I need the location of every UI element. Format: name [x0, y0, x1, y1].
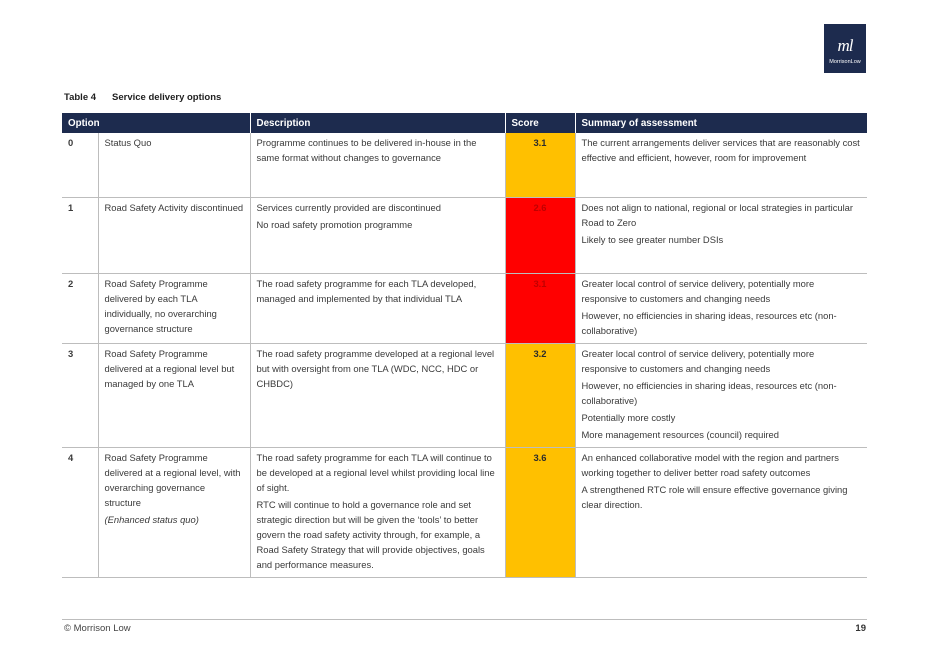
option-name: Status Quo: [98, 133, 250, 198]
option-name: Road Safety Activity discontinued: [98, 198, 250, 274]
footer-divider: [62, 619, 867, 620]
option-name-note: (Enhanced status quo): [104, 514, 199, 525]
footer-copyright: © Morrison Low: [64, 623, 131, 634]
option-summary: Greater local control of service delivery, potentially more responsive to customers and changing needs However, no efficiencies in sharing ideas, resources etc (non-collaborative) Potentially more costly More management resources (council) required: [575, 344, 867, 448]
table-row: [62, 133, 867, 198]
option-summary: An enhanced collaborative model with the region and partners working together to deliver better road safety outcomes A strengthened RTC role will ensure effective governance giving clear direction.: [575, 448, 867, 578]
option-summary: Greater local control of service delivery, potentially more responsive to customers and changing needs However, no efficiencies in sharing ideas, resources etc (non-collaborative): [575, 274, 867, 344]
option-description: The road safety programme developed at a regional level but with oversight from one TLA (WDC, NCC, HDC or CHBDC): [250, 344, 505, 448]
header-summary: Summary of assessment: [575, 113, 867, 133]
option-description: The road safety programme for each TLA will continue to be developed at a regional level whilst providing local line of sight. RTC will continue to hold a governance role and set strategic direction but will be given the ‘tools’ to better govern the road safety activity through, for example, a Road Safety Strategy that will provide objectives, goals and performance measures.: [250, 448, 505, 578]
option-score: 3.1: [505, 133, 575, 198]
option-description: Services currently provided are discontinued No road safety promotion programme: [250, 198, 505, 274]
logo-wordmark: MorrisonLow: [829, 59, 861, 65]
option-score: 2.6: [505, 198, 575, 274]
option-number: 4: [62, 448, 98, 578]
header-description: Description: [250, 113, 505, 133]
option-summary: The current arrangements deliver services that are reasonably cost effective and efficient, however, room for improvement: [575, 133, 867, 198]
option-score: 3.6: [505, 448, 575, 578]
table-number: Table 4: [64, 92, 97, 103]
option-number: 1: [62, 198, 98, 274]
option-number: 3: [62, 344, 98, 448]
table-row: [62, 198, 867, 274]
table-header-row: [62, 113, 867, 133]
morrison-low-logo: [824, 24, 866, 73]
table-row: [62, 274, 867, 344]
table-row: [62, 344, 867, 448]
page-number: 19: [855, 623, 866, 634]
option-description: Programme continues to be delivered in-house in the same format without changes to governance: [250, 133, 505, 198]
table-row: [62, 448, 867, 578]
option-number: 0: [62, 133, 98, 198]
table-title: Service delivery options: [112, 92, 222, 103]
option-score: 3.1: [505, 274, 575, 344]
option-number: 2: [62, 274, 98, 344]
option-name: Road Safety Programme delivered by each TLA individually, no overarching governance structure: [98, 274, 250, 344]
logo-mark: ml: [837, 36, 853, 55]
option-name: Road Safety Programme delivered at a regional level but managed by one TLA: [98, 344, 250, 448]
option-summary: Does not align to national, regional or local strategies in particular Road to Zero Likely to see greater number DSIs: [575, 198, 867, 274]
service-delivery-table: [62, 113, 867, 578]
option-score: 3.2: [505, 344, 575, 448]
option-name: Road Safety Programme delivered at a regional level, with overarching governance structure (Enhanced status quo): [98, 448, 250, 578]
table-caption: [64, 92, 221, 103]
header-score: Score: [505, 113, 575, 133]
header-option: Option: [62, 113, 250, 133]
option-description: The road safety programme for each TLA developed, managed and implemented by that individual TLA: [250, 274, 505, 344]
